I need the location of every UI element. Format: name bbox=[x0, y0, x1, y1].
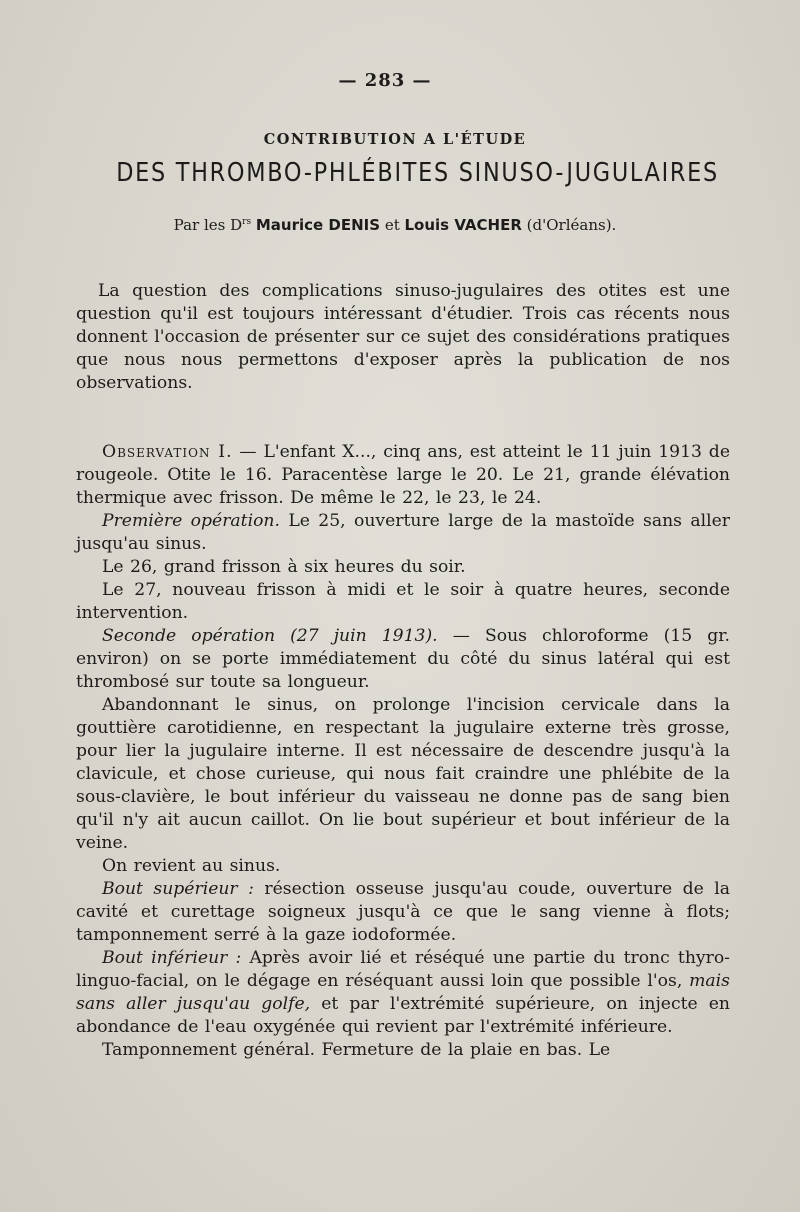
byline-suffix: (d'Orléans). bbox=[521, 216, 617, 234]
paragraph-label: Première opération. bbox=[102, 511, 280, 531]
paragraph: Le 27, nouveau frisson à midi et le soir à quatre heures, seconde intervention. bbox=[76, 580, 730, 623]
author-2: Louis VACHER bbox=[404, 216, 522, 234]
observation-label: Observation I. bbox=[102, 442, 233, 462]
article-title: DES THROMBO-PHLÉBITES SINUSO-JUGULAIRES bbox=[116, 158, 719, 188]
paragraph: Tamponnement général. Fermeture de la plaie en bas. Le bbox=[102, 1040, 611, 1060]
byline-sup: rs bbox=[242, 217, 252, 227]
paragraph-text: Le 25, ouverture large de la mastoïde sans aller jusqu'au sinus. bbox=[76, 511, 730, 554]
paragraph: Abandonnant le sinus, on prolonge l'incision cervicale dans la gouttière carotidienne, en respectant la jugulaire externe très grosse, pour lier la jugulaire interne. Il est nécessaire de descendre jusqu'à la clavicule, et chose curieuse, qui nous fait craindre une phlébite de la sous-clavière, le bout inférieur du vaisseau ne donne pas de sang bien qu'il n'y ait aucun caillot. On lie bout supérieur et bout inférieur de la veine. bbox=[76, 695, 730, 853]
byline bbox=[0, 216, 790, 234]
byline-prefix: Par les D bbox=[173, 216, 243, 234]
paragraph-label: Bout inférieur : bbox=[102, 948, 242, 968]
paragraph bbox=[76, 625, 730, 694]
paragraph bbox=[76, 441, 730, 510]
paragraph-italic: mais sans aller jusqu'au golfe, bbox=[76, 971, 730, 1014]
intro-paragraph: La question des complications sinuso-jugulaires des otites est une question qu'il est toujours intéressant d'étudier. Trois cas récents nous donnent l'occasion de présenter sur ce sujet des considérations pratiques que nous nous permettons d'exposer après la publication de nos observations. bbox=[76, 281, 730, 393]
observation-section bbox=[76, 441, 730, 1062]
paragraph-text: — L'enfant X..., cinq ans, est atteint le 11 juin 1913 de rougeole. Otite le 16. Paracentèse large le 20. Le 21, grande élévation thermique avec frisson. De même le 22, le 23, le 24. bbox=[76, 442, 730, 508]
paragraph-text: — Sous chloroforme (15 gr. environ) on se porte immédiatement du côté du sinus latéral qui est thrombosé sur toute sa longueur. bbox=[76, 626, 730, 692]
paragraph-text: et par l'extrémité supérieure, on injecte en abondance de l'eau oxygénée qui revient par l'extrémité inférieure. bbox=[76, 994, 730, 1037]
author-1: Maurice DENIS bbox=[255, 216, 381, 234]
page-number: — 283 — bbox=[338, 70, 432, 91]
article-kicker: CONTRIBUTION A L'ÉTUDE bbox=[263, 131, 527, 148]
paragraph-text: résection osseuse jusqu'au coude, ouverture de la cavité et curettage soigneux jusqu'à ce que le sang vienne à flots; tamponnement serré à la gaze iodoformée. bbox=[76, 879, 730, 945]
paragraph bbox=[76, 510, 730, 556]
paragraph: Le 26, grand frisson à six heures du soir. bbox=[102, 557, 466, 577]
paragraph: On revient au sinus. bbox=[102, 856, 281, 876]
paragraph-text: Après avoir lié et réséqué une partie du tronc thyro-linguo-facial, on le dégage en réséquant aussi loin que possible l'os, bbox=[76, 948, 730, 991]
paragraph-label: Bout supérieur : bbox=[102, 879, 254, 899]
paragraph bbox=[76, 947, 730, 1039]
paragraph-label: Seconde opération (27 juin 1913). bbox=[102, 626, 438, 646]
byline-and: et bbox=[380, 216, 405, 234]
paragraph bbox=[76, 878, 730, 947]
